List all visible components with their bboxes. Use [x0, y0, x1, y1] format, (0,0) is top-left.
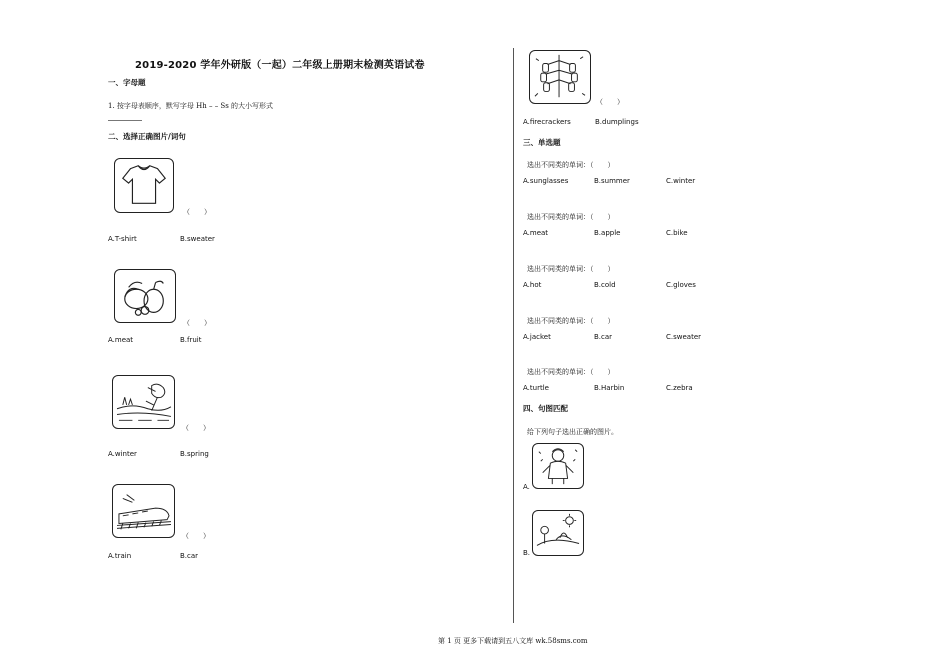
- section-heading-match: 四、句图匹配: [523, 404, 568, 413]
- firecrackers-icon: [529, 50, 591, 104]
- option-b: B.spring: [180, 450, 209, 458]
- option-b: B.dumplings: [595, 118, 639, 126]
- option-a: A.firecrackers: [523, 118, 571, 126]
- option-b: B.Harbin: [594, 384, 625, 392]
- answer-paren: （ ）: [182, 532, 210, 540]
- spring-scene-icon: [112, 375, 175, 429]
- option-a: A.meat: [108, 336, 134, 344]
- answer-paren: （ ）: [183, 208, 211, 216]
- match-option-b-label: B.: [523, 549, 531, 557]
- page-title: 2019-2020 学年外研版（一起）二年级上册期末检测英语试卷: [135, 60, 425, 71]
- option-a: A.turtle: [523, 384, 549, 392]
- option-b: B.sweater: [180, 235, 215, 243]
- sunny-garden-icon: [532, 510, 584, 556]
- match-option-a-label: A.: [523, 483, 530, 491]
- cold-person-icon: [532, 443, 584, 489]
- option-c: C.gloves: [666, 281, 696, 289]
- answer-underline: [108, 120, 142, 121]
- option-b: B.cold: [594, 281, 616, 289]
- option-b: B.apple: [594, 229, 621, 237]
- answer-paren: （ ）: [596, 98, 624, 106]
- option-b: B.summer: [594, 177, 630, 185]
- answer-paren: （ ）: [182, 424, 210, 432]
- option-a: A.sunglasses: [523, 177, 569, 185]
- question-prompt: 选出不同类的单词：（ ）: [527, 161, 615, 169]
- option-a: A.winter: [108, 450, 137, 458]
- section-heading-letters: 一、字母题: [108, 78, 146, 87]
- option-c: C.zebra: [666, 384, 693, 392]
- section-heading-choose-picture: 二、选择正确图片/词句: [108, 132, 186, 141]
- option-a: A.T-shirt: [108, 235, 137, 243]
- question-prompt: 选出不同类的单词：（ ）: [527, 213, 615, 221]
- column-divider: [513, 48, 514, 623]
- page-footer: 第 1 页 更多下载请到五八文库 wk.58sms.com: [438, 637, 588, 645]
- question-prompt: 选出不同类的单词：（ ）: [527, 265, 615, 273]
- fruit-icon: [114, 269, 176, 323]
- option-c: C.bike: [666, 229, 688, 237]
- option-c: C.winter: [666, 177, 696, 185]
- t-shirt-icon: [114, 158, 174, 213]
- question-prompt: 选出不同类的单词：（ ）: [527, 317, 615, 325]
- match-prompt: 给下列句子选出正确的图片。: [527, 428, 618, 436]
- question-1-text: 1. 按字母表顺序，默写字母 Hh – – Ss 的大小写形式: [108, 102, 274, 110]
- option-a: A.train: [108, 552, 132, 560]
- option-b: B.car: [594, 333, 613, 341]
- answer-paren: （ ）: [183, 319, 211, 327]
- option-c: C.sweater: [666, 333, 702, 341]
- option-b: B.fruit: [180, 336, 202, 344]
- question-prompt: 选出不同类的单词：（ ）: [527, 368, 615, 376]
- option-a: A.hot: [523, 281, 542, 289]
- section-heading-single-choice: 三、单选题: [523, 138, 561, 147]
- option-a: A.meat: [523, 229, 549, 237]
- option-b: B.car: [180, 552, 199, 560]
- option-a: A.jacket: [523, 333, 551, 341]
- train-icon: [112, 484, 175, 538]
